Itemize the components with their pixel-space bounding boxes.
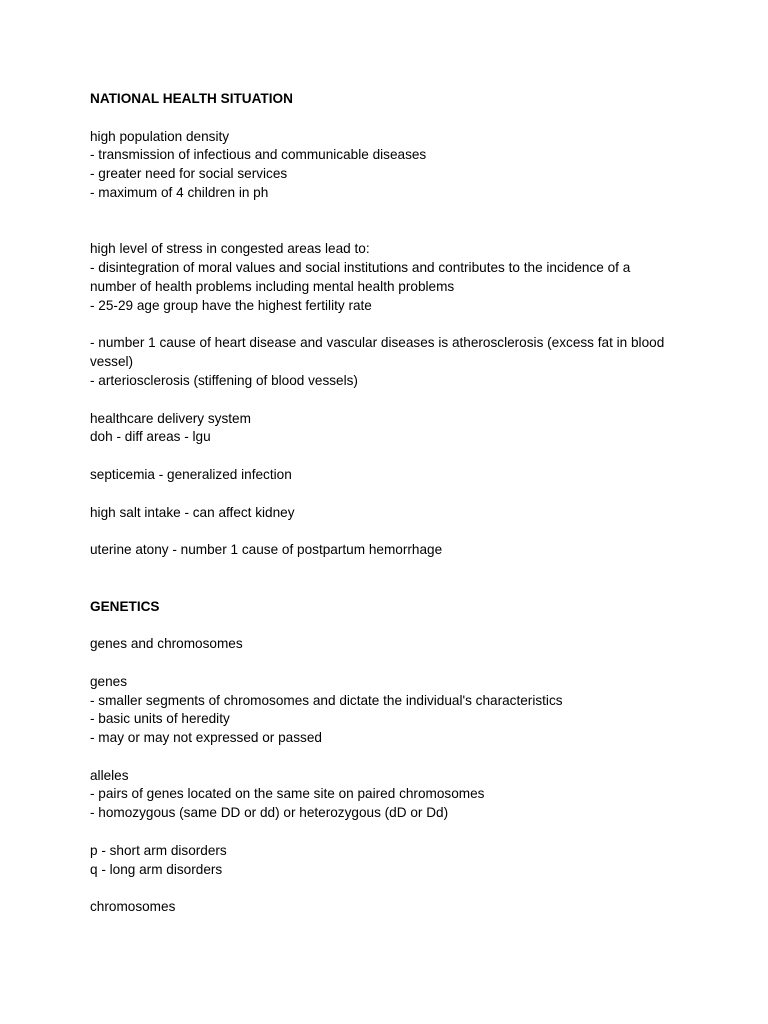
text-line: uterine atony - number 1 cause of postpartum hemorrhage bbox=[90, 542, 443, 558]
text-line: genes and chromosomes bbox=[90, 636, 243, 652]
text-line: number of health problems including mental health problems bbox=[90, 278, 455, 294]
section-heading-genetics: GENETICS bbox=[90, 598, 160, 614]
blank-line bbox=[90, 748, 690, 767]
text-line: - smaller segments of chromosomes and dictate the individual's characteristics bbox=[90, 692, 563, 708]
blank-line bbox=[90, 447, 690, 466]
blank-line bbox=[90, 579, 690, 598]
blank-line bbox=[90, 823, 690, 842]
document-content bbox=[90, 90, 690, 917]
text-line: high population density bbox=[90, 128, 230, 144]
blank-line bbox=[90, 616, 690, 635]
text-line: - homozygous (same DD or dd) or heterozygous (dD or Dd) bbox=[90, 805, 449, 821]
text-line: chromosomes bbox=[90, 899, 176, 915]
text-line: - basic units of heredity bbox=[90, 711, 230, 727]
text-line: - greater need for social services bbox=[90, 166, 288, 182]
blank-line bbox=[90, 560, 690, 579]
text-line: septicemia - generalized infection bbox=[90, 466, 292, 482]
text-line: vessel) bbox=[90, 354, 134, 370]
text-line: - may or may not expressed or passed bbox=[90, 730, 322, 746]
blank-line bbox=[90, 203, 690, 222]
text-line: - number 1 cause of heart disease and vascular diseases is atherosclerosis (excess fat in blood bbox=[90, 335, 665, 351]
blank-line bbox=[90, 316, 690, 335]
text-line: - pairs of genes located on the same site on paired chromosomes bbox=[90, 786, 485, 802]
blank-line bbox=[90, 879, 690, 898]
text-line: - 25-29 age group have the highest fertility rate bbox=[90, 297, 372, 313]
blank-line bbox=[90, 391, 690, 410]
text-line: healthcare delivery system bbox=[90, 410, 251, 426]
text-line: p - short arm disorders bbox=[90, 842, 227, 858]
text-line: - maximum of 4 children in ph bbox=[90, 184, 269, 200]
blank-line bbox=[90, 522, 690, 541]
text-line: genes bbox=[90, 673, 128, 689]
text-line: alleles bbox=[90, 767, 129, 783]
blank-line bbox=[90, 109, 690, 128]
blank-line bbox=[90, 222, 690, 241]
text-line: q - long arm disorders bbox=[90, 861, 223, 877]
section-heading-national-health: NATIONAL HEALTH SITUATION bbox=[90, 91, 293, 106]
blank-line bbox=[90, 654, 690, 673]
text-line: doh - diff areas - lgu bbox=[90, 429, 211, 445]
text-line: - transmission of infectious and communicable diseases bbox=[90, 147, 427, 163]
blank-line bbox=[90, 485, 690, 504]
text-line: - disintegration of moral values and social institutions and contributes to the incidence of a bbox=[90, 260, 631, 276]
text-line: - arteriosclerosis (stiffening of blood vessels) bbox=[90, 372, 358, 388]
text-line: high level of stress in congested areas lead to: bbox=[90, 241, 370, 257]
text-line: high salt intake - can affect kidney bbox=[90, 504, 295, 520]
